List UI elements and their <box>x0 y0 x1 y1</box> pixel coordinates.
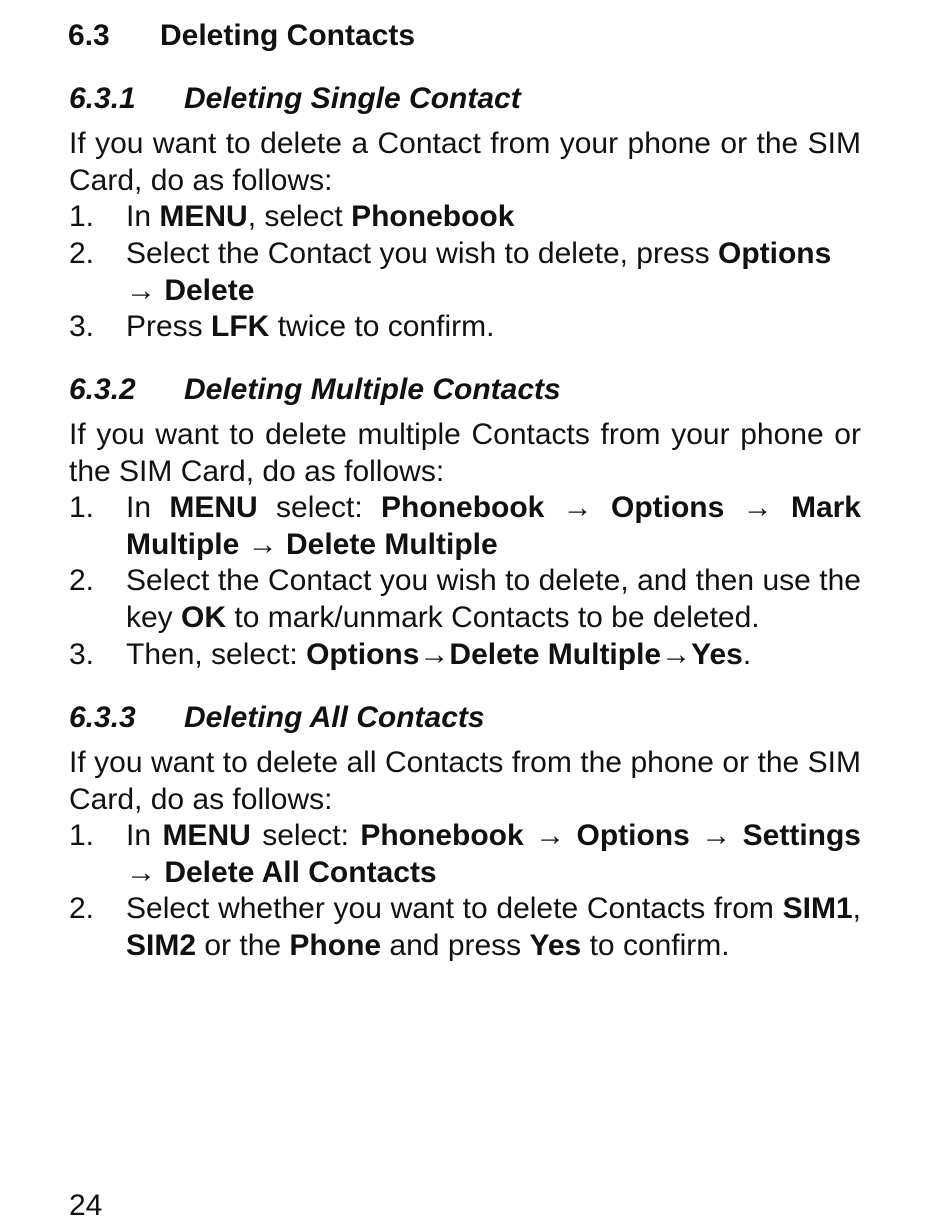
intro-paragraph: If you want to delete multiple Contacts from your phone or the SIM Card, do as follows: <box>69 418 861 488</box>
list-text: Select whether you want to delete Contacts from SIM1, SIM2 or the Phone and press Yes to confirm. <box>126 892 861 962</box>
list-item <box>69 199 861 236</box>
list-text: In MENU select: Phonebook → Options → Settings → Delete All Contacts <box>126 819 861 889</box>
list-item <box>69 818 861 891</box>
list-item <box>69 236 861 309</box>
list-number: 2. <box>69 237 95 270</box>
list-text: Select the Contact you wish to delete, and then use the key OK to mark/unmark Contacts to be deleted. <box>126 564 861 634</box>
list-number: 2. <box>69 892 95 925</box>
list-text: Select the Contact you wish to delete, press Options → Delete <box>126 237 832 307</box>
subsection-title: Deleting Single Contact <box>184 82 521 115</box>
subsection-number: 6.3.2 <box>69 373 136 406</box>
list-item <box>69 490 861 563</box>
list-number: 3. <box>69 310 95 343</box>
intro-paragraph: If you want to delete all Contacts from the phone or the SIM Card, do as follows: <box>69 746 861 816</box>
subsection-number: 6.3.3 <box>69 701 136 734</box>
subsection-heading-multiple <box>69 372 561 408</box>
list-text: In MENU, select Phonebook <box>126 200 515 233</box>
list-text: Then, select: Options→Delete Multiple→Yes. <box>126 638 752 671</box>
subsection-title: Deleting Multiple Contacts <box>184 373 561 406</box>
list-item <box>69 309 861 346</box>
page-number: 24 <box>69 1189 103 1222</box>
section-title: Deleting Contacts <box>160 19 416 52</box>
intro-paragraph: If you want to delete a Contact from your phone or the SIM Card, do as follows: <box>69 127 861 197</box>
list-number: 1. <box>69 200 95 233</box>
subsection-title: Deleting All Contacts <box>184 701 485 734</box>
section-heading <box>68 18 415 54</box>
section-number: 6.3 <box>68 19 110 52</box>
subsection-number: 6.3.1 <box>69 82 136 115</box>
list-text: Press LFK twice to confirm. <box>126 310 495 343</box>
list-item <box>69 563 861 636</box>
list-text: In MENU select: Phonebook → Options → Mark Multiple → Delete Multiple <box>126 491 861 561</box>
list-number: 1. <box>69 491 95 524</box>
subsection-heading-all <box>69 700 485 736</box>
subsection-heading-single <box>69 81 521 117</box>
list-item <box>69 891 861 964</box>
list-number: 1. <box>69 819 95 852</box>
list-number: 2. <box>69 564 95 597</box>
list-item <box>69 637 861 674</box>
list-number: 3. <box>69 638 95 671</box>
